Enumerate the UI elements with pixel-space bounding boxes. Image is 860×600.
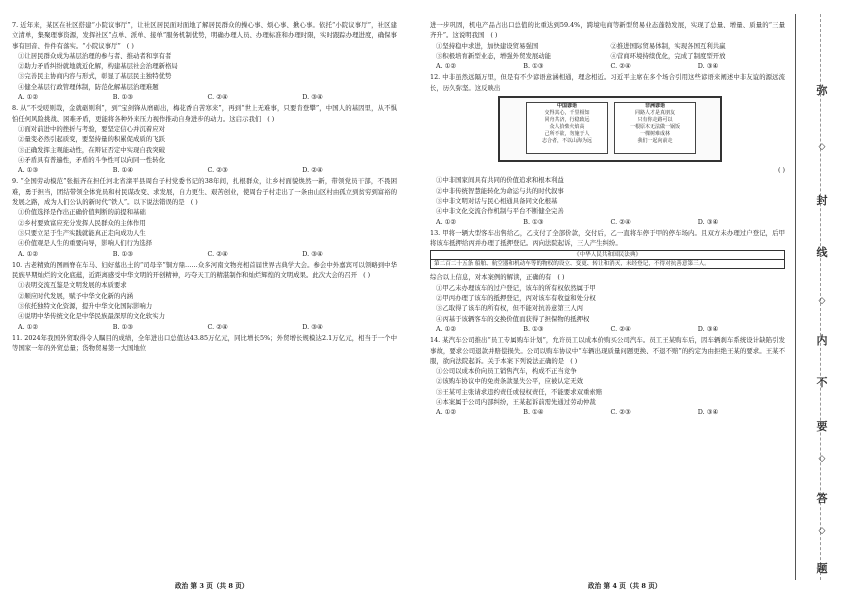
- option: ④本案属于公司内部纠纷，王某起诉前需先通过劳动仲裁: [436, 398, 596, 407]
- option-pair: [430, 51, 785, 61]
- question-text: 8. 从“不受嗟则哉，金就砺则利”，到“宝剑锋从磨砺出，梅花香自苦寒来”，再到“世上无难事，只要肯登攀”，中国人的基因里，从不惧怕任何风险挑战、困难矛盾，更能将各种外来压力视作推动自身进步的动力。这启示我们: [12, 104, 397, 123]
- option-pair: [430, 41, 785, 51]
- question-8: [12, 103, 397, 175]
- question-text: 12. 中非虽然远隔万里，但是有不少谚语意涵相通，理念相近。习近平主席在多个场合引用这些谚语来阐述中非友谊的源远流长，历久弥坚。这反映出: [430, 73, 785, 92]
- option: ②乡村要致富应充分发挥人民群众的主体作用: [18, 218, 146, 227]
- diamond-icon: ◇: [818, 296, 826, 306]
- option: ①表明交流互鉴是文明发展的本质要求: [18, 281, 127, 290]
- choice-c: C. ②④: [610, 62, 631, 71]
- answer-choices: [12, 322, 397, 332]
- option: ③积极培育新型业态，增强外贸发展动能: [436, 51, 552, 60]
- answer-paren: ( ): [363, 271, 371, 280]
- panel-line: 己所不欲，勿施于人: [544, 131, 590, 138]
- option: ②甲丙办理了该车的抵押登记，丙对该车有收益和处分权: [436, 294, 596, 303]
- seal-char: 要: [816, 420, 828, 433]
- panel-line: 我们一起向前走: [637, 138, 673, 145]
- answer-paren: ( ): [777, 166, 785, 175]
- panel-line: 只有你走路可以: [637, 117, 673, 124]
- choice-b: B. ①③: [112, 249, 133, 258]
- choice-c: C. ②③: [610, 408, 631, 417]
- choice-c: C. ②③: [207, 166, 228, 175]
- option: ②顺应时代发展，赋予中华文化新的内涵: [18, 291, 134, 300]
- question-11-continued: [430, 20, 785, 71]
- choice-b: B. ①③: [523, 62, 544, 71]
- option: ①让居民群众成为基层治理的参与者、推动者和享有者: [18, 51, 172, 60]
- chinese-proverb-panel: [526, 102, 608, 154]
- choice-a: A. ①②: [436, 408, 457, 417]
- option: ②量变必然引起质变，要坚持量的积累促成质的飞跃: [18, 135, 165, 144]
- option: ②该购车协议中的免责条款显失公平，应被认定无效: [436, 377, 583, 386]
- seal-char: 不: [816, 376, 828, 389]
- left-column: [12, 20, 397, 355]
- question-text: 10. 古老精致的图画脊在车马、妇好墓出土的“司母辛”铜方鼎……众多河南文物亮相首届世界古典学大会。参会中外嘉宾可以领略到中华民族早期灿烂的文化底蕴，近距离感受中华文明的开创精神，巧夺天工的精湛制作和灿烂辉煌的文明成果。此次大会的召开: [12, 260, 397, 280]
- law-excerpt-box: [430, 250, 785, 269]
- answer-paren: ( ): [126, 41, 134, 50]
- option: ③完善民主协商内容与形式，彰显了基层民主独特优势: [18, 72, 172, 81]
- choice-a: A. ①②: [436, 324, 457, 333]
- seal-char: 弥: [816, 84, 828, 97]
- diamond-icon: ◇: [818, 454, 826, 464]
- option: ④中非文化交流合作机制与平台不断健全完善: [436, 207, 564, 216]
- question-prompt: 综合以上信息，对本案例的解读，正确的有: [430, 273, 552, 282]
- panel-heading: 非洲谚语: [644, 103, 665, 110]
- option: ②推进国际贸易体制，实现各国互利共赢: [610, 41, 726, 50]
- option: ②助力矛盾纠纷就地就近化解，构建基层社会治理新格局: [18, 62, 178, 71]
- choice-b: B. ①③: [112, 93, 133, 102]
- option: ③依托独特文化资源，提升中华文化国际影响力: [18, 302, 153, 311]
- answer-paren: ( ): [490, 31, 498, 40]
- choice-c: C. ②④: [207, 93, 228, 102]
- law-title: 《中华人民共和国民法典》: [431, 251, 784, 260]
- question-text: 9. “全国劳动模范”张振齐在担任河北省滦平县周台子村党委书记的38年间，扎根群众，让乡村面貌焕然一新，带领党员干部，不畏困难，勇于担当，团结带领全体党员和村民谋改变、求发展，自力更生、艰苦创业，使周台子村走出了一条由山区村由孤立到贫穷到富裕的发展之路，成为人们公认的新时代“铁人”。以下说法错误的是: [12, 177, 397, 207]
- choice-b: B. ①③: [112, 322, 133, 331]
- choice-d: D. ②④: [302, 166, 323, 175]
- panel-line: 众人拾柴火焰高: [549, 124, 585, 131]
- choice-b: B. ①③: [523, 217, 544, 226]
- choice-d: D. ③④: [697, 408, 719, 417]
- question-13: [430, 228, 785, 334]
- choice-d: D. ③④: [302, 249, 323, 258]
- choice-d: D. ③④: [697, 217, 719, 226]
- seal-char: 线: [816, 246, 828, 259]
- answer-paren: ( ): [557, 273, 565, 282]
- proverb-illustration: [498, 96, 722, 162]
- panel-heading: 中国谚语: [556, 103, 577, 110]
- option: ④营商环境持续优化，完成了制度型开放: [610, 51, 726, 60]
- diamond-icon: ◇: [818, 526, 826, 536]
- question-text: 7. 近年来，某区在社区搭建“小院议事厅”，让社区居民面对面地了解居民群众的操心事、烦心事、揪心事。依托“小院议事厅”，社区建立清单，集聚理事资源，发挥社区“点单、派单、接单”服务机制优势，明确办理人员、办理标准和办理时限，实时跟踪办理进度，确保事事有回音、件件有落实。“小院议事厅”: [12, 21, 397, 50]
- seal-char: 内: [816, 334, 828, 347]
- option: ③乙取得了该车的所有权，但不能对抗善意第三人丙: [436, 304, 583, 313]
- option: ①中非国家间具有共同的价值追求和根本利益: [436, 176, 564, 185]
- option: ①公司以成本价向员工销售汽车，构成不正当竞争: [436, 367, 577, 376]
- binding-margin: [795, 14, 848, 580]
- panel-line: 交得其心，千里相知: [544, 110, 590, 117]
- seal-char: 答: [816, 492, 828, 505]
- answer-choices: [430, 61, 785, 71]
- choice-a: A. ①③: [18, 166, 39, 175]
- option: ③王某可主张请求违约责任或侵权责任，不能要求双重索赔: [436, 387, 603, 396]
- page-footer-right: 政治 第 4 页（共 8 页）: [588, 582, 662, 590]
- panel-line: 志合者，不以山海为远: [541, 138, 592, 145]
- option: ③只要立足于生产实践就能真正走向成功人生: [18, 228, 146, 237]
- question-11: [12, 333, 397, 354]
- answer-paren: ( ): [570, 356, 578, 365]
- question-text: 13. 甲将一辆大型客车出售给乙，乙支付了全部价款，交付后，乙一直将车停于甲的停车场内。且双方未办理过户登记，后甲将该车抵押给丙并办理了抵押登记。丙向法院起诉，三人产生纠纷。: [430, 228, 785, 248]
- option: ①价值选择是作出正确价值判断的前提和基础: [18, 208, 146, 217]
- question-text: 进一步巩固，机电产品占出口总值的比重达到59.4%，跨境电商等新型贸易业态蓬勃发展，实现了总量、增量、质量的“三量齐升”。这说明我国: [430, 21, 785, 40]
- choice-c: C. ②④: [207, 249, 228, 258]
- question-12: [430, 72, 785, 226]
- question-9: [12, 176, 397, 258]
- answer-choices: [430, 217, 785, 227]
- option: ④说明中华传统文化是中华民族最深厚的文化软实力: [18, 312, 165, 321]
- law-body: 第二百二十五条 船舶、航空器和机动车等的物权的设立、变更、转让和消灭，未经登记，不得对抗善意第三人。: [434, 261, 710, 268]
- question-7: [12, 20, 397, 102]
- answer-paren: ( ): [267, 114, 275, 123]
- choice-a: A. ①②: [436, 217, 457, 226]
- choice-d: D. ③④: [697, 324, 719, 333]
- choice-d: D. ③④: [302, 93, 323, 102]
- seal-char: 封: [816, 194, 828, 207]
- answer-choices: [12, 92, 397, 102]
- choice-d: D. ③④: [302, 322, 323, 331]
- option: ④丙基于该辆客车的交换价值而获得了担保物的抵押权: [436, 314, 590, 323]
- choice-d: D. ③④: [697, 62, 719, 71]
- choice-c: C. ②④: [610, 217, 631, 226]
- choice-a: A. ①②: [18, 322, 39, 331]
- choice-c: C. ②④: [207, 322, 228, 331]
- choice-b: B. ①④: [112, 166, 133, 175]
- question-14: [430, 335, 785, 417]
- panel-line: 同舟共济，行稳致远: [544, 117, 590, 124]
- option: ①面对前进中的挫折与考验，要坚定信心并沉着应对: [18, 124, 165, 133]
- answer-choices: [430, 324, 785, 334]
- panel-line: 同路人才是真朋友: [634, 110, 675, 117]
- panel-line: 一棵树难成林: [639, 131, 670, 138]
- option: ①甲乙未办理该车的过户登记，该车的所有权依然属于甲: [436, 283, 596, 292]
- choice-c: C. ②④: [610, 324, 631, 333]
- choice-a: A. ①②: [18, 249, 39, 258]
- page-footer-left: 政治 第 3 页（共 8 页）: [175, 582, 249, 590]
- answer-paren: ( ): [190, 198, 198, 207]
- answer-choices: [12, 165, 397, 175]
- choice-a: A. ①②: [436, 62, 457, 71]
- diamond-icon: ◇: [818, 142, 826, 152]
- option: ③中非文明对话与民心相通具备同文化根基: [436, 196, 558, 205]
- choice-a: A. ①②: [18, 93, 39, 102]
- right-column: [430, 20, 785, 419]
- option: ③正确发挥主观能动性，在辩证否定中实现自我突破: [18, 145, 165, 154]
- option: ④价值观是人生的重要向导，影响人们行为选择: [18, 239, 153, 248]
- african-proverb-panel: [614, 102, 696, 154]
- option: ④健全基层行政管理体制，防范化解基层治理难题: [18, 82, 159, 91]
- answer-choices: [430, 407, 785, 417]
- option: ②中非传统智慧能转化为命运与共的时代叙事: [436, 186, 564, 195]
- answer-choices: [12, 249, 397, 259]
- question-text: 14. 某汽车公司推出“员工专属购车计划”，允许员工以成本价购买公司汽车。员工王某购车后，因车辆刹车系统设计缺陷引发事故，要求公司退款并赔偿损失。公司以购车协议中“车辆出现质量问题更换、不退不赔”的约定为由拒绝王某的要求。王某不服，欲向法院起诉。关于本案下列说法正确的是: [430, 336, 785, 365]
- question-10: [12, 260, 397, 332]
- choice-b: B. ①③: [523, 324, 544, 333]
- panel-line: 一根原木无法做一锅饭: [629, 124, 680, 131]
- choice-b: B. ①④: [523, 408, 544, 417]
- option: ④矛盾具有普遍性，矛盾的斗争性可以向同一性转化: [18, 155, 165, 164]
- seal-char: 题: [816, 562, 828, 575]
- option: ①坚持稳中求进，加快建设贸易强国: [436, 41, 539, 50]
- question-text: 11. 2024年我国外贸取得令人瞩目的成绩，全年进出口总值达43.85万亿元，同比增长5%；外贸增长规模达2.1万亿元，相当于一个中等国家一年的外贸总量；货物贸易第一大国地位: [12, 333, 397, 353]
